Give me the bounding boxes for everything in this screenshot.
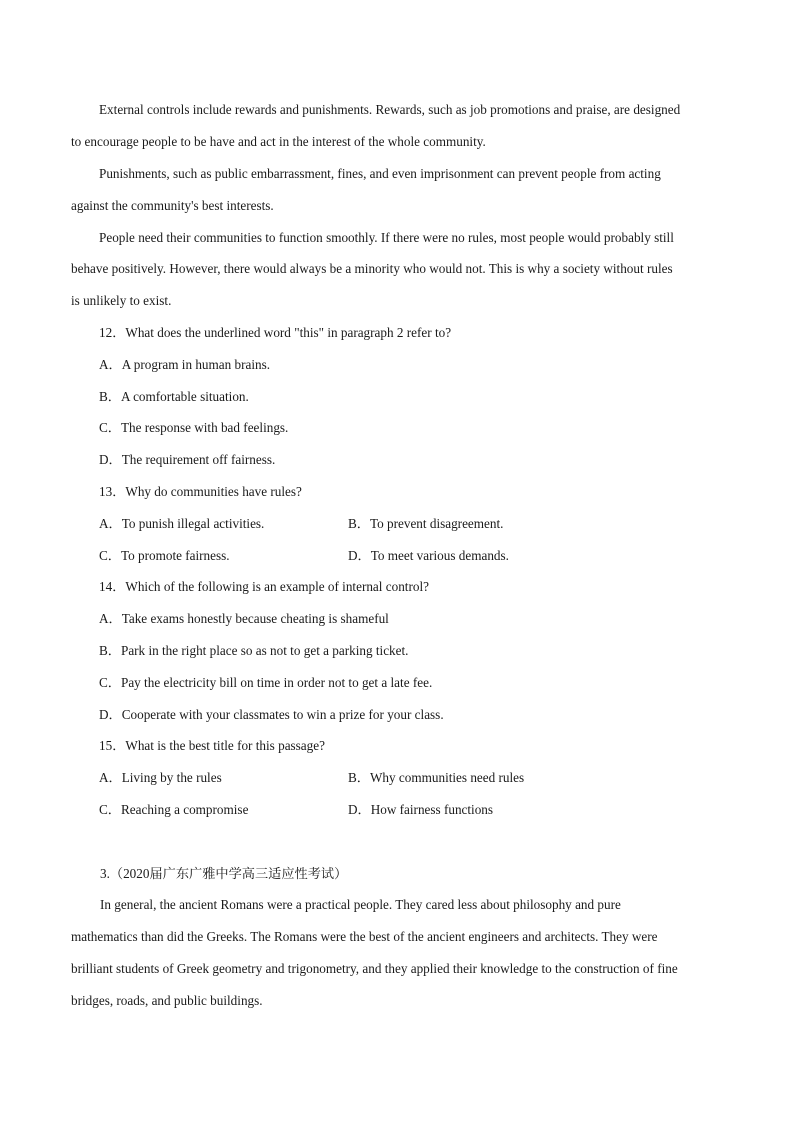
passage-paragraph-3-line-3: is unlikely to exist. bbox=[71, 293, 172, 308]
question-15-option-b: B．Why communities need rules bbox=[348, 770, 525, 785]
section-3-paragraph-line-3: brilliant students of Greek geometry and trigonometry, and they applied their knowledge to the construction of fine bbox=[71, 961, 678, 976]
section-3-paragraph-line-4: bridges, roads, and public buildings. bbox=[71, 993, 263, 1008]
section-3-paragraph-line-2: mathematics than did the Greeks. The Romans were the best of the ancient engineers and architects. They were bbox=[71, 929, 658, 944]
question-15-option-c: C．Reaching a compromise bbox=[99, 802, 249, 817]
passage-paragraph-2-line-1: Punishments, such as public embarrassment, fines, and even imprisonment can prevent people from acting bbox=[99, 166, 661, 181]
passage-paragraph-3-line-1: People need their communities to function smoothly. If there were no rules, most people would probably still bbox=[99, 230, 674, 245]
question-14-option-c: C．Pay the electricity bill on time in order not to get a late fee. bbox=[99, 675, 433, 690]
question-14-stem: 14．Which of the following is an example of internal control? bbox=[99, 579, 429, 594]
question-13-stem: 13．Why do communities have rules? bbox=[99, 484, 302, 499]
question-14-option-d: D．Cooperate with your classmates to win a prize for your class. bbox=[99, 707, 444, 722]
question-13-option-b: B．To prevent disagreement. bbox=[348, 516, 504, 531]
passage-paragraph-1-line-1: External controls include rewards and punishments. Rewards, such as job promotions and praise, are designed bbox=[99, 102, 681, 117]
question-15-stem: 15．What is the best title for this passage? bbox=[99, 738, 325, 753]
section-3-source-heading: 3.（2020届广东广雅中学高三适应性考试） bbox=[100, 866, 348, 881]
passage-paragraph-3-line-2: behave positively. However, there would always be a minority who would not. This is why a society without rules bbox=[71, 261, 673, 276]
question-15-option-d: D．How fairness functions bbox=[348, 802, 494, 817]
question-14-option-a: A．Take exams honestly because cheating is shameful bbox=[99, 611, 389, 626]
section-3-paragraph-line-1: In general, the ancient Romans were a practical people. They cared less about philosophy and pure bbox=[100, 897, 621, 912]
question-12-stem: 12．What does the underlined word "this" in paragraph 2 refer to? bbox=[99, 325, 452, 340]
question-12-option-d: D．The requirement off fairness. bbox=[99, 452, 276, 467]
passage-paragraph-1-line-2: to encourage people to be have and act in the interest of the whole community. bbox=[71, 134, 486, 149]
passage-paragraph-2-line-2: against the community's best interests. bbox=[71, 198, 274, 213]
question-13-option-c: C．To promote fairness. bbox=[99, 548, 230, 563]
question-12-option-b: B．A comfortable situation. bbox=[99, 389, 249, 404]
question-12-option-c: C．The response with bad feelings. bbox=[99, 420, 289, 435]
question-13-option-a: A．To punish illegal activities. bbox=[99, 516, 265, 531]
question-15-option-a: A．Living by the rules bbox=[99, 770, 222, 785]
question-13-option-d: D．To meet various demands. bbox=[348, 548, 509, 563]
question-14-option-b: B．Park in the right place so as not to get a parking ticket. bbox=[99, 643, 409, 658]
question-12-option-a: A．A program in human brains. bbox=[99, 357, 271, 372]
